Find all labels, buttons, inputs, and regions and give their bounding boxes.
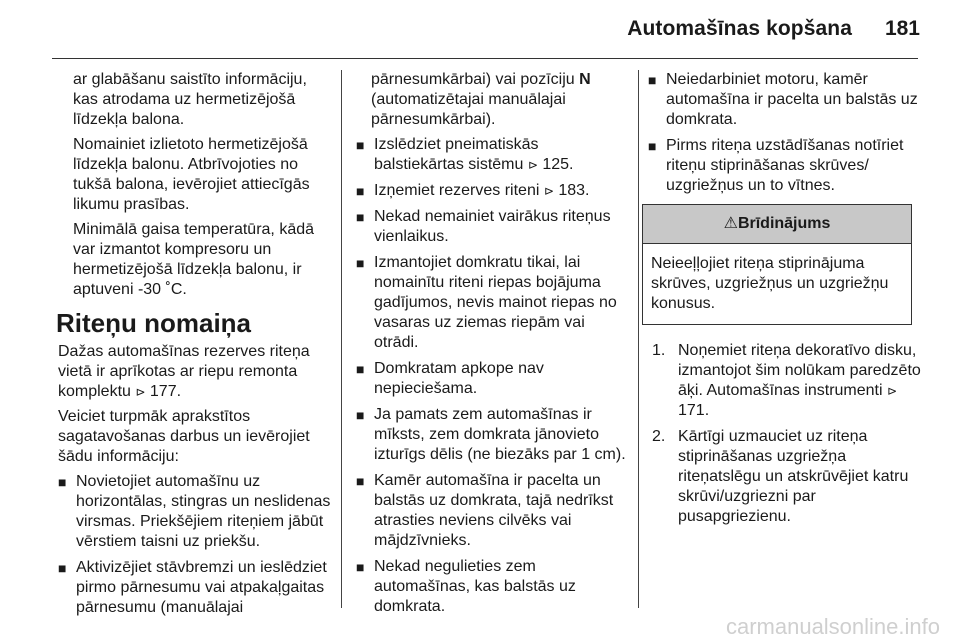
bullet-icon: ■ [58,560,67,576]
list-item [648,70,928,130]
bullet-icon: ■ [356,183,365,199]
bullet-list [58,472,333,618]
paragraph: ar glabāšanu saistīto informāciju, kas atrodama uz hermetizējošā līdzekļa balona. [73,71,307,128]
list-item [648,341,928,421]
warning-header [643,205,911,244]
bullet-list [648,70,928,196]
bullet-icon: ■ [648,138,657,154]
paragraph: Nomainiet izlietoto hermetizējošā līdzekļa balonu. Atbrīvojoties no tukšā balona, ievērojiet attiecīgās likumu prasības. [73,136,310,213]
bullet-icon: ■ [356,361,365,377]
page-ref-icon: ⊳ [527,158,538,172]
paragraph-text: (automatizētajai manuālajai pārnesumkārbai). [371,91,566,128]
list-item [356,471,628,551]
header-rule [52,58,918,59]
page-number: 181 [884,17,920,40]
step-number: 2. [652,428,666,445]
page-ref[interactable]: 171. [678,402,710,419]
gear-position-label: N [579,71,591,88]
list-item [356,405,628,465]
list-item [356,359,628,399]
page-ref[interactable]: 183. [558,182,590,199]
page-ref[interactable]: 177. [149,383,182,400]
page-ref-icon: ⊳ [135,385,146,399]
list-item-text: Domkratam apkope nav nepieciešama. [374,360,544,397]
list-item-text: Kārtīgi uzmauciet uz riteņa stiprināšanas uzgriežņa riteņatslēgu un atskrūvējiet katru skrūvi/uzgriezni par pusapgriezienu. [678,428,909,525]
paragraph-text: pārnesumkārbai) vai pozīciju [371,71,580,88]
list-item [648,427,928,527]
list-item-text: Pirms riteņa uzstādīšanas notīriet riteņu stiprināšanas skrūves/ uzgriežņus un to vītnes. [666,137,904,194]
bullet-icon: ■ [356,473,365,489]
list-item-text: Izslēdziet pneimatiskās balstiekārtas sistēmu [374,136,539,173]
list-item-text: Nekad nemainiet vairākus riteņus vienlaikus. [374,208,611,245]
paragraph [58,342,333,402]
column-divider [341,70,342,608]
bullet-icon: ■ [356,255,365,271]
paragraph-text: Dažas automašīnas rezerves riteņa vietā ir aprīkotas ar riepu remonta komplektu [58,343,310,400]
list-item [648,136,928,196]
list-item [356,135,628,175]
list-item-text: Noņemiet riteņa dekoratīvo disku, izmantojot šim nolūkam paredzēto āķi. Automašīnas instrumenti [678,342,921,399]
bullet-icon: ■ [356,407,365,423]
list-item [58,472,333,552]
paragraph: Veiciet turpmāk aprakstītos sagatavošanas darbus un ievērojiet šādu informāciju: [58,408,310,465]
list-item-text: Novietojiet automašīnu uz horizontālas, stingras un neslidenas virsmas. Priekšējiem riteņiem jābūt vērstiem taisni uz priekšu. [76,473,331,550]
warning-title: Brīdinājums [737,215,831,232]
bullet-icon: ■ [356,209,365,225]
watermark: carmanualsonline.info [725,614,940,639]
page-header [0,0,960,60]
bullet-list [356,135,628,617]
page-ref[interactable]: 125. [542,156,574,173]
column-3 [648,70,928,533]
page-ref-icon: ⊳ [543,184,554,198]
paragraph: Minimālā gaisa temperatūra, kādā var izmantot kompresoru un hermetizējošā līdzekļa balonu, ir aptuveni -30 ˚C. [73,221,315,298]
warning-text: Neieeļļojiet riteņa stiprinājuma skrūves, uzgriežņus un uzgriežņu konusus. [651,255,889,312]
column-1 [58,70,333,624]
bullet-icon: ■ [356,559,365,575]
list-item-text: Izņemiet rezerves riteni [374,182,540,199]
list-item-text: Izmantojiet domkratu tikai, lai nomainītu riteni riepas bojājuma gadījumos, nevis mainot riepas no vasaras uz ziemas riepām vai otrādi. [374,254,617,351]
list-item [58,558,333,618]
list-item-text: Ja pamats zem automašīnas ir mīksts, zem domkrata jānovieto izturīgs dēlis (ne biezāks par 1 cm). [374,406,626,463]
list-item-text: Nekad negulieties zem automašīnas, kas balstās uz domkrata. [374,558,576,615]
page-title: Automašīnas kopšana [627,17,852,40]
section-heading: Riteņu nomaiņa [56,308,252,338]
warning-icon: ⚠ [723,215,738,232]
list-item-text: Aktivizējiet stāvbremzi un ieslēdziet pirmo pārnesumu vai atpakaļgaitas pārnesumu (manuālajai [76,559,327,616]
numbered-list [648,341,928,527]
list-item [356,181,628,201]
warning-box [642,204,912,325]
list-item-text: Neiedarbiniet motoru, kamēr automašīna ir pacelta un balstās uz domkrata. [666,71,918,128]
warning-body [643,244,911,324]
page-ref-icon: ⊳ [887,384,898,398]
list-item [356,207,628,247]
bullet-icon: ■ [356,137,365,153]
step-number: 1. [652,342,666,359]
list-item [356,253,628,353]
bullet-icon: ■ [648,72,657,88]
bullet-icon: ■ [58,474,67,490]
column-2 [356,70,628,623]
paragraph [356,70,628,130]
column-divider [638,70,639,608]
list-item-text: Kamēr automašīna ir pacelta un balstās uz domkrata, tajā nedrīkst atrasties neviens cilvēks vai mājdzīvnieks. [374,472,614,549]
list-item [356,557,628,617]
